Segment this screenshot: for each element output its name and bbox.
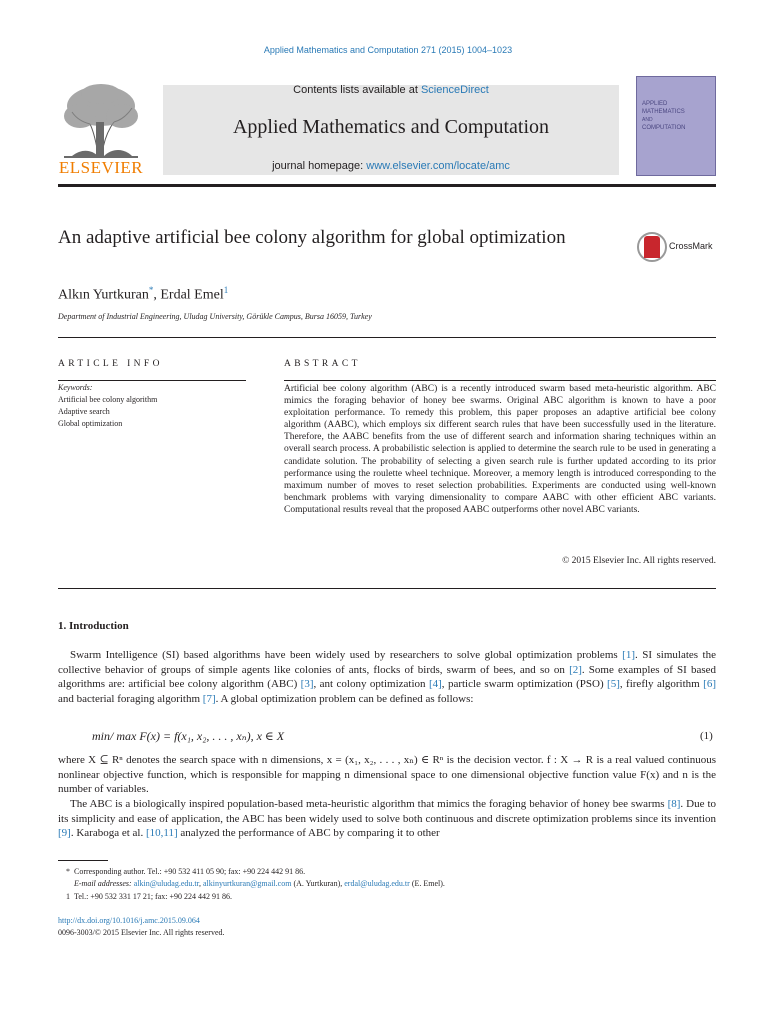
author-separator: , <box>153 287 161 303</box>
cover-line: AND <box>642 117 653 123</box>
doi-link[interactable]: http://dx.doi.org/10.1016/j.amc.2015.09.064 <box>58 916 200 925</box>
email-link[interactable]: alkinyurtkuran@gmail.com <box>202 879 292 888</box>
email-label: E-mail addresses: <box>74 879 134 888</box>
keyword: Global optimization <box>58 419 123 428</box>
contents-prefix: Contents lists available at <box>293 84 421 96</box>
footnote-corresponding <box>66 866 716 878</box>
citation-link[interactable]: [4] <box>428 678 442 690</box>
keywords-label: Keywords: <box>58 383 93 392</box>
text-run: . Karaboga et al. <box>70 827 146 839</box>
citation-link[interactable]: [1] <box>622 649 635 661</box>
journal-homepage-link[interactable]: www.elsevier.com/locate/amc <box>366 160 510 172</box>
citation-link[interactable]: [3] <box>300 678 314 690</box>
footnote-rule <box>58 860 108 861</box>
text-run: , particle swarm optimization (PSO) <box>441 678 608 690</box>
author-list <box>58 285 228 304</box>
paper-title: An adaptive artificial bee colony algorithm for global optimization <box>58 227 566 248</box>
contents-availability-line <box>163 84 619 96</box>
citation-link[interactable]: [10,11] <box>145 827 178 839</box>
footnote-text: Tel.: +90 532 331 17 21; fax: +90 224 442 91 86. <box>74 892 233 901</box>
text-run: , firefly algorithm <box>619 678 704 690</box>
crossmark-label[interactable]: CrossMark <box>669 241 713 251</box>
text-run: , ant colony optimization <box>313 678 429 690</box>
corresponding-author-mark[interactable]: * <box>148 285 154 295</box>
journal-reference-link[interactable]: Applied Mathematics and Computation 271 (2015) 1004–1023 <box>263 45 513 55</box>
equation-number: (1) <box>700 730 713 742</box>
section-divider <box>58 588 716 589</box>
publisher-wordmark: ELSEVIER <box>58 158 144 177</box>
affiliation: Department of Industrial Engineering, Uludag University, Görükle Campus, Bursa 16059, Turkey <box>58 312 372 321</box>
text-run: and bacterial foraging algorithm <box>58 692 203 705</box>
cover-line: COMPUTATION <box>642 125 686 131</box>
header-rule <box>58 184 716 187</box>
footnote-emails: E-mail addresses: alkin@uludag.edu.tr, alkinyurtkuran@gmail.com (A. Yurtkuran), erdal@uludag.edu.tr (E. Emel). <box>74 879 445 888</box>
citation-link[interactable]: [7] <box>202 692 216 705</box>
section-divider <box>58 337 716 338</box>
text-run: analyzed the performance of ABC by comparing it to other <box>177 827 440 839</box>
text-run: The ABC is a biologically inspired population-based meta-heuristic algorithm that mimics the foraging behavior of honey bee swarms <box>70 798 668 810</box>
citation-link[interactable]: [6] <box>703 678 716 690</box>
keyword: Artificial bee colony algorithm <box>58 395 158 404</box>
footnote-mark: 1 <box>66 892 70 901</box>
section-heading-introduction: 1. Introduction <box>58 620 129 632</box>
issn-copyright: 0096-3003/© 2015 Elsevier Inc. All rights reserved. <box>58 928 225 937</box>
email-link[interactable]: erdal@uludag.edu.tr <box>344 879 410 888</box>
intro-paragraph-1 <box>58 648 716 706</box>
text-run: . SI simulates the collective behavior of groups of simple agents like colonies of ants, flocks of birds, swarm of bees, and so on <box>58 649 716 676</box>
equation-1: min/ max F(x) = f(x₁, x₂, . . . , xₙ), x ∈ X <box>92 729 285 743</box>
keyword: Adaptive search <box>58 407 110 416</box>
abstract-copyright: © 2015 Elsevier Inc. All rights reserved. <box>562 556 716 566</box>
article-info-heading: ARTICLE INFO <box>58 359 163 369</box>
journal-cover-text <box>642 100 712 132</box>
citation-link[interactable]: [2] <box>569 663 582 676</box>
intro-paragraph-3 <box>58 797 716 841</box>
text-run: . A global optimization problem can be defined as follows: <box>215 692 474 705</box>
citation-link[interactable]: [5] <box>607 678 620 690</box>
abstract-text: Artificial bee colony algorithm (ABC) is a recently introduced swarm based meta-heuristic algorithm. ABC mimics the foraging behavior of honey bee swarms. Original ABC algorithm is known to have a poor exploitation performance. To remedy this problem, this paper proposes an adaptive artificial bee colony algorithm (AABC), which employs six different search rules that have been successfully used in the literature. Therefore, the AABC benefits from the use of different search and information sharing techniques within an overall search process. A probabilistic selection is applied to determine the search rule to be used in generating a candidate solution. The probability of selecting a given search rule is further updated according to its prior performance using the roulette wheel technique. Moreover, a memory length is introduced corresponding to the maximum number of moves to reset selection probabilities. Experiments are conducted using well-known benchmark problems with varying dimensionality to compare AABC with other efficient ABC variants. Computational results reveal that the proposed AABC outperforms other novel ABC variants. <box>284 384 716 515</box>
footnote-text: (E. Emel). <box>409 879 445 888</box>
text-run: Swarm Intelligence (SI) based algorithms have been widely used by researchers to solve global optimization problems <box>70 649 623 661</box>
intro-paragraph-2: where X ⊆ Rⁿ denotes the search space with n dimensions, x = (x₁, x₂, . . . , xₙ) ∈ Rⁿ is the decision vector. f : X → R is a real valued continuous nonlinear objective function, which is responsible for mapping n dimensional space to one dimensional objective function value F(x) and n is the number of variables. <box>58 754 716 795</box>
footnote-text: Corresponding author. Tel.: +90 532 411 05 90; fax: +90 224 442 91 86. <box>74 867 306 876</box>
author-name[interactable]: Erdal Emel <box>160 287 224 303</box>
author-name[interactable]: Alkın Yurtkuran <box>58 287 149 303</box>
abstract-heading: ABSTRACT <box>284 359 361 369</box>
footnote-1 <box>66 891 716 903</box>
sciencedirect-link[interactable]: ScienceDirect <box>420 84 489 96</box>
footnote-text: (A. Yurtkuran), <box>291 879 345 888</box>
abstract-rule <box>284 380 716 381</box>
article-info-rule <box>58 380 246 381</box>
footnote-mark[interactable]: 1 <box>223 285 229 295</box>
cover-line: APPLIED <box>642 101 668 107</box>
crossmark-bookmark-icon <box>644 236 660 258</box>
journal-title: Applied Mathematics and Computation <box>232 116 550 138</box>
citation-link[interactable]: [9] <box>58 827 71 839</box>
journal-homepage-line <box>163 160 619 172</box>
homepage-prefix: journal homepage: <box>272 160 367 172</box>
email-link[interactable]: alkin@uludag.edu.tr <box>133 879 199 888</box>
text-run: . Due to its simplicity and ease of application, the ABC has been widely used to solve both continuous and discrete optimization problems since its invention <box>58 798 717 825</box>
text-run: . Some examples of SI based algorithms are: artificial bee colony algorithm (ABC) <box>58 663 716 690</box>
footnote-mark: * <box>66 867 70 876</box>
citation-link[interactable]: [8] <box>667 798 681 810</box>
cover-line: MATHEMATICS <box>642 109 685 115</box>
